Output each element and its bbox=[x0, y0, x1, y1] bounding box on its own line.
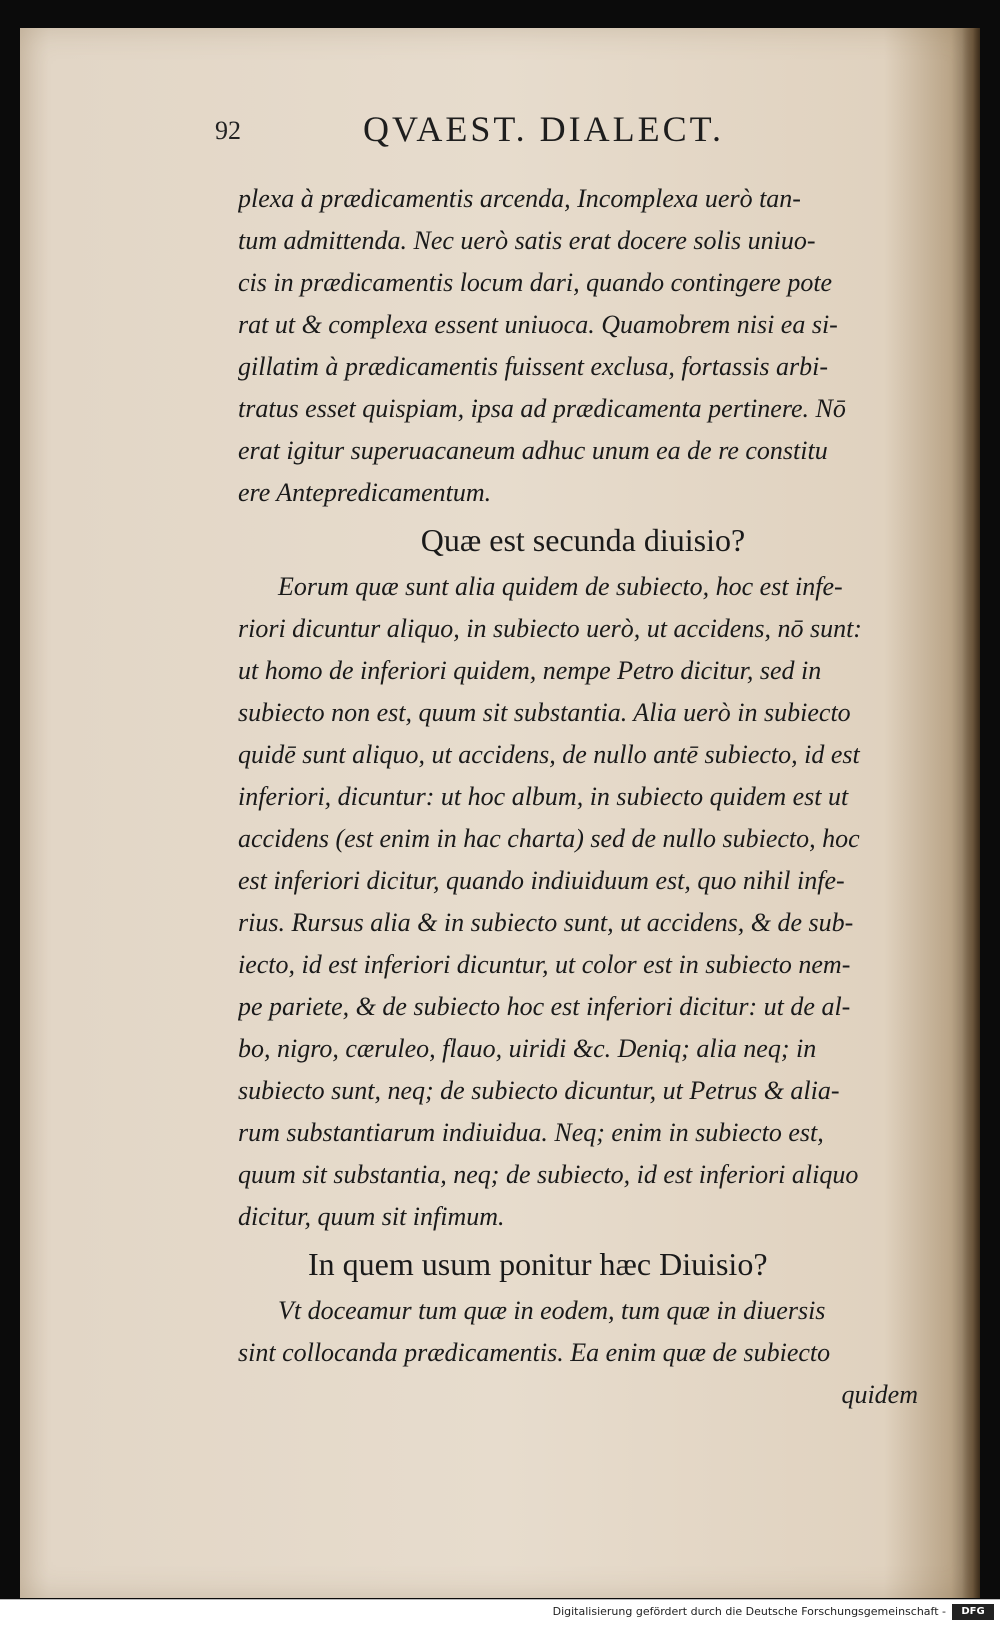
text-line: tratus esset quispiam, ipsa ad prædicamenta pertinere. Nō bbox=[238, 394, 846, 423]
text-line: quidē sunt aliquo, ut accidens, de nullo antē subiecto, id est bbox=[238, 740, 860, 769]
funding-credit: Digitalisierung gefördert durch die Deutsche Forschungsgemeinschaft - bbox=[552, 1605, 946, 1618]
page-number: 92 bbox=[215, 116, 241, 145]
dfg-logo-icon: DFG bbox=[952, 1604, 994, 1620]
book-page bbox=[20, 28, 980, 1598]
digitization-footer bbox=[0, 1599, 1000, 1626]
section-heading: In quem usum ponitur hæc Diuisio? bbox=[308, 1246, 768, 1282]
text-line: Eorum quæ sunt alia quidem de subiecto, hoc est infe- bbox=[278, 572, 843, 601]
text-line: pe pariete, & de subiecto hoc est inferiori dicitur: ut de al- bbox=[238, 992, 851, 1021]
page-header bbox=[215, 108, 815, 154]
text-line: iecto, id est inferiori dicuntur, ut color est in subiecto nem- bbox=[238, 950, 851, 979]
catchword: quidem bbox=[841, 1380, 918, 1409]
text-line: accidens (est enim in hac charta) sed de nullo subiecto, hoc bbox=[238, 824, 860, 853]
text-line: dicitur, quum sit infimum. bbox=[238, 1202, 505, 1231]
text-line: quum sit substantia, neq; de subiecto, id est inferiori aliquo bbox=[238, 1160, 859, 1189]
text-line: cis in prædicamentis locum dari, quando contingere pote bbox=[238, 268, 833, 297]
running-head: QVAEST. DIALECT. bbox=[363, 109, 724, 149]
text-line: rius. Rursus alia & in subiecto sunt, ut accidens, & de sub- bbox=[238, 908, 854, 937]
text-line: rat ut & complexa essent uniuoca. Quamobrem nisi ea si- bbox=[238, 310, 838, 339]
text-line: erat igitur superuacaneum adhuc unum ea de re constitu bbox=[238, 436, 828, 465]
text-line: sint collocanda prædicamentis. Ea enim quæ de subiecto bbox=[238, 1338, 831, 1367]
text-line: Vt doceamur tum quæ in eodem, tum quæ in diuersis bbox=[278, 1296, 826, 1325]
text-line: tum admittenda. Nec uerò satis erat docere solis uniuo- bbox=[238, 226, 816, 255]
text-line: plexa à prædicamentis arcenda, Incomplexa uerò tan- bbox=[238, 184, 801, 213]
text-line: inferiori, dicuntur: ut hoc album, in subiecto quidem est ut bbox=[238, 782, 849, 811]
text-line: gillatim à prædicamentis fuissent exclusa, fortassis arbi- bbox=[238, 352, 829, 381]
text-line: est inferiori dicitur, quando indiuiduum est, quo nihil infe- bbox=[238, 866, 845, 895]
section-heading: Quæ est secunda diuisio? bbox=[420, 522, 746, 558]
text-line: rum substantiarum indiuidua. Neq; enim in subiecto est, bbox=[238, 1118, 824, 1147]
text-line: ere Antepredicamentum. bbox=[238, 478, 492, 507]
page-body bbox=[238, 178, 928, 1416]
page-gutter-shadow bbox=[962, 28, 980, 1598]
text-line: subiecto sunt, neq; de subiecto dicuntur, ut Petrus & alia- bbox=[238, 1076, 840, 1105]
text-line: bo, nigro, cæruleo, flauo, uiridi &c. Deniq; alia neq; in bbox=[238, 1034, 817, 1063]
text-line: riori dicuntur aliquo, in subiecto uerò, ut accidens, nō sunt: bbox=[238, 614, 862, 643]
text-line: subiecto non est, quum sit substantia. Alia uerò in subiecto bbox=[238, 698, 851, 727]
text-line: ut homo de inferiori quidem, nempe Petro dicitur, sed in bbox=[238, 656, 822, 685]
